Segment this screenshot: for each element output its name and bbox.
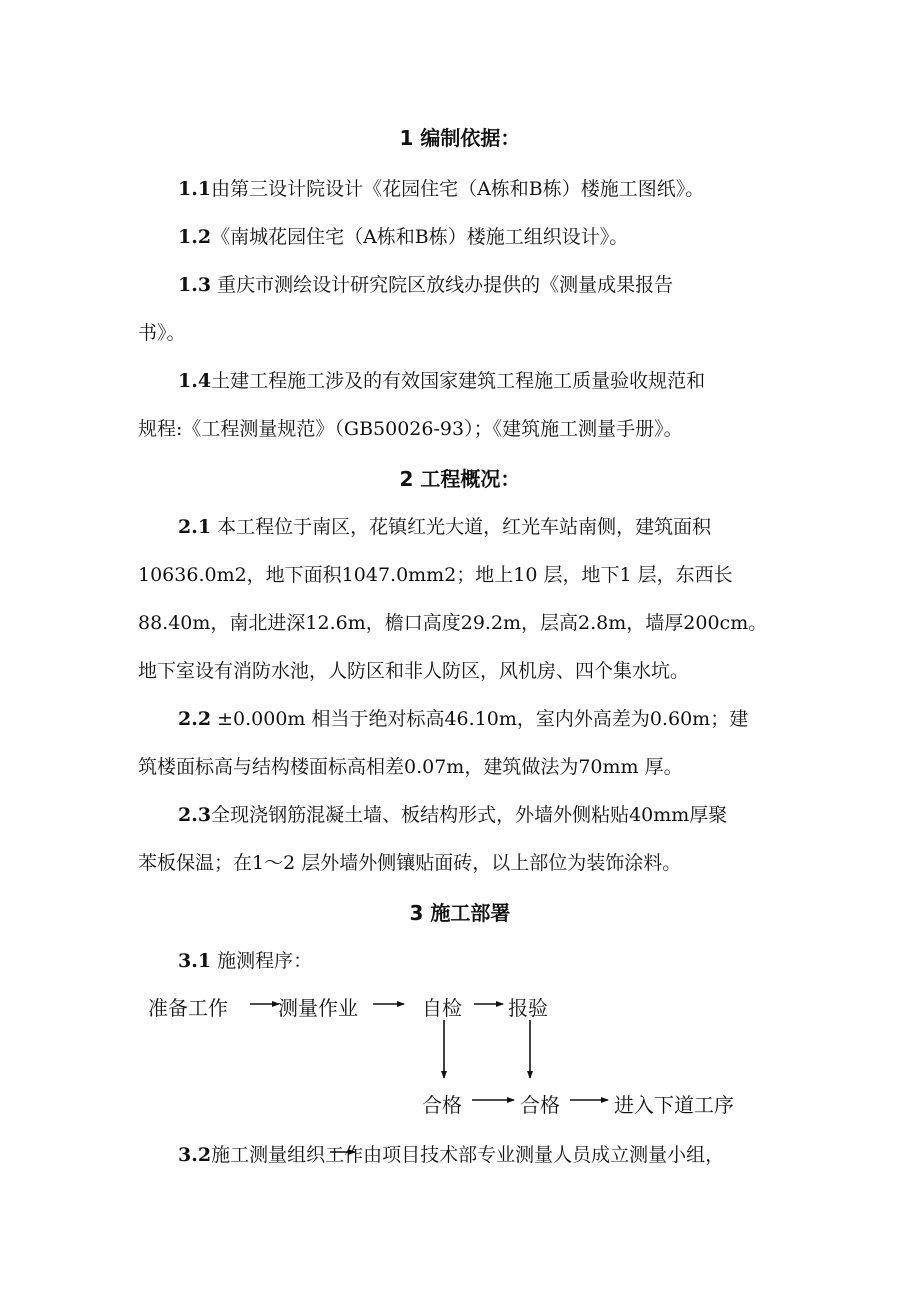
paragraph-line: 1.4土建工程施工涉及的有效国家建筑工程施工质量验收规范和	[178, 370, 706, 392]
section-heading-2: 2 工程概况：	[399, 467, 521, 491]
flow-node-next: 进入下道工序	[614, 1093, 734, 1117]
flow-node-pass-1: 合格	[422, 1093, 462, 1117]
paragraph-line: 筑楼面标高与结构楼面标高相差0.07m，建筑做法为70mm 厚。	[138, 756, 683, 778]
section-heading-1: 1 编制依据：	[399, 126, 521, 150]
paragraph-line: 2.3全现浇钢筋混凝土墙、板结构形式，外墙外侧粘贴40mm厚聚	[178, 804, 728, 826]
paragraph-line: 规程:《工程测量规范》（GB50026-93）；《建筑施工测量手册》。	[138, 418, 683, 440]
paragraph-line: 地下室设有消防水池，人防区和非人防区，风机房、四个集水坑。	[138, 660, 690, 682]
paragraph-line: 1.3 重庆市测绘设计研究院区放线办提供的《测量成果报告	[178, 274, 674, 296]
paragraph-line: 2.1 本工程位于南区，花镇红光大道，红光车站南侧，建筑面积	[178, 516, 712, 538]
section-heading-3: 3 施工部署	[409, 901, 511, 925]
paragraph-line: 88.40m，南北进深12.6m，檐口高度29.2m，层高2.8m，墙厚200cm。	[138, 612, 768, 634]
paragraph-line: 苯板保温；在1～2 层外墙外侧镶贴面砖，以上部位为装饰涂料。	[138, 852, 682, 874]
paragraph-line: 书》。	[138, 322, 186, 344]
flow-node-report: 报验	[508, 996, 548, 1020]
flow-node-measure: 测量作业	[278, 996, 358, 1020]
paragraph-line: 1.1由第三设计院设计《花园住宅（A栋和B栋）楼施工图纸》。	[178, 178, 705, 200]
paragraph-line: 1.2《南城花园住宅（A栋和B栋）楼施工组织设计》。	[178, 226, 629, 248]
flow-node-prepare: 准备工作	[148, 996, 228, 1020]
paragraph-line: 3.1 施测程序：	[178, 950, 313, 972]
flow-node-self-check: 自检	[422, 996, 462, 1020]
paragraph-line: 3.2施工测量组织工作由项目技术部专业测量人员成立测量小组，	[178, 1144, 725, 1166]
flow-node-pass-2: 合格	[520, 1093, 560, 1117]
paragraph-line: 10636.0m2，地下面积1047.0mm2；地上10 层，地下1 层，东西长	[138, 564, 733, 586]
paragraph-line: 2.2 ±0.000m 相当于绝对标高46.10m，室内外高差为0.60m；建	[178, 708, 749, 730]
